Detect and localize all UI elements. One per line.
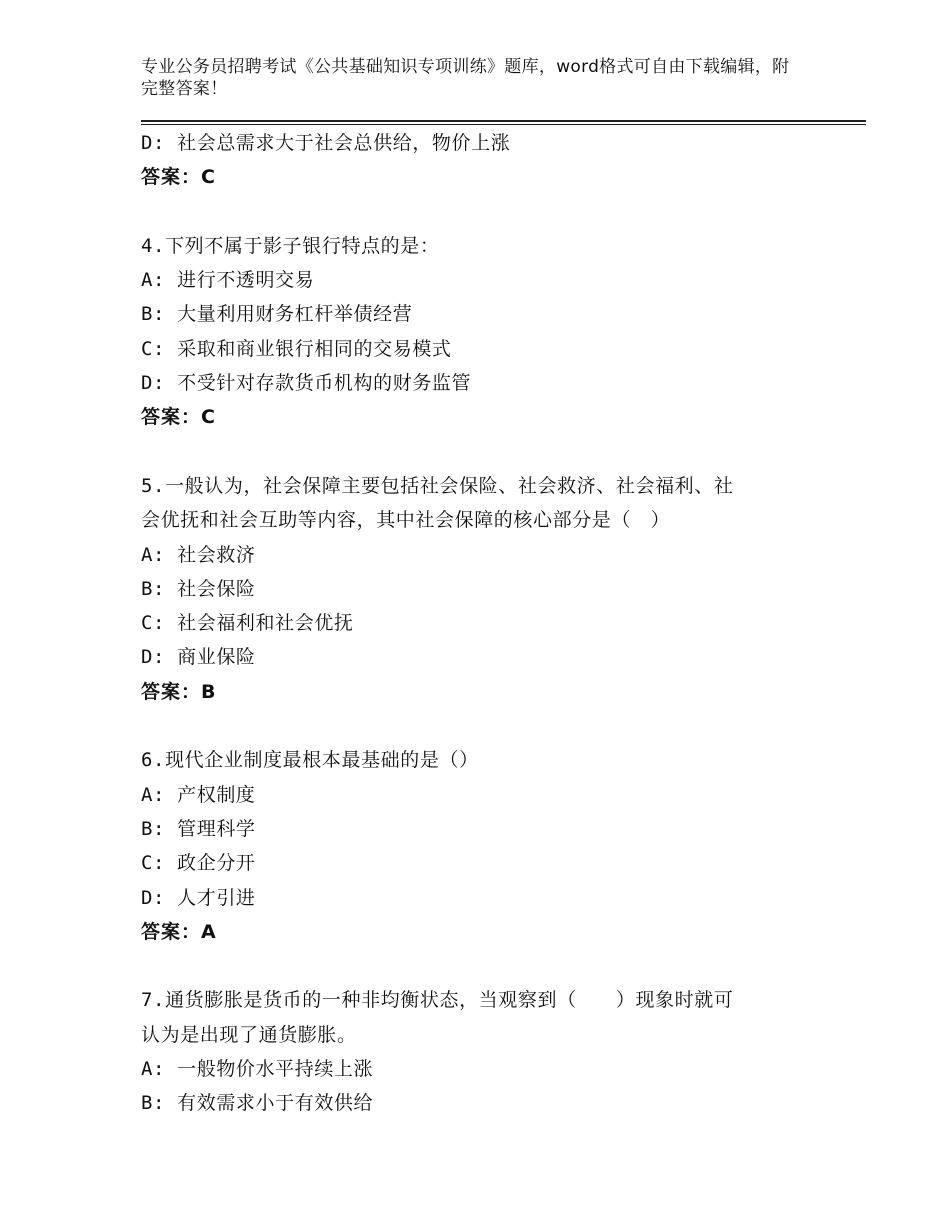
q7-option-b: B: 有效需求小于有效供给 — [141, 1092, 374, 1115]
q3-answer: 答案：C — [141, 166, 216, 189]
q4-option-a: A: 进行不透明交易 — [141, 269, 315, 292]
q5-option-b: B: 社会保险 — [141, 577, 256, 600]
document-header: 专业公务员招聘考试《公共基础知识专项训练》题库，word格式可自由下载编辑，附完整答案！ — [141, 57, 790, 99]
q4-option-b: B: 大量利用财务杠杆举债经营 — [141, 303, 413, 326]
q7-option-a: A: 一般物价水平持续上涨 — [141, 1058, 374, 1081]
q7-question-line-1: 7.通货膨胀是货币的一种非均衡状态，当观察到（ ）现象时就可 — [141, 989, 734, 1012]
q6-option-b: B: 管理科学 — [141, 817, 256, 840]
q5-answer: 答案：B — [141, 680, 217, 703]
spacer — [141, 195, 841, 229]
spacer — [141, 949, 841, 983]
q6-option-a: A: 产权制度 — [141, 783, 256, 806]
q3-option-d: D: 社会总需求大于社会总供给，物价上涨 — [141, 132, 511, 154]
question-3 — [141, 126, 841, 195]
spacer — [141, 709, 841, 743]
q7-question-line-2: 认为是出现了通货膨胀。 — [141, 1023, 357, 1046]
q5-question-line-1: 5.一般认为，社会保障主要包括社会保险、社会救济、社会福利、社 — [141, 474, 734, 497]
q4-question: 4.下列不属于影子银行特点的是： — [141, 234, 440, 257]
question-6 — [141, 743, 841, 949]
q5-option-c: C: 社会福利和社会优抚 — [141, 612, 354, 635]
q6-question: 6.现代企业制度最根本最基础的是（） — [141, 749, 479, 772]
q4-option-d: D: 不受针对存款货币机构的财务监管 — [141, 372, 472, 395]
q6-option-c: C: 政企分开 — [141, 852, 256, 875]
spacer — [141, 435, 841, 469]
question-list — [141, 126, 841, 1121]
question-4 — [141, 229, 841, 435]
question-7 — [141, 983, 841, 1120]
q6-option-d: D: 人才引进 — [141, 886, 256, 909]
header-rule-thick — [141, 120, 866, 122]
q4-option-c: C: 采取和商业银行相同的交易模式 — [141, 337, 452, 360]
q4-answer: 答案：C — [141, 406, 216, 429]
q6-answer: 答案：A — [141, 920, 217, 943]
q5-question-line-2: 会优抚和社会互助等内容，其中社会保障的核心部分是（ ） — [141, 509, 671, 532]
q5-option-a: A: 社会救济 — [141, 543, 256, 566]
question-5 — [141, 469, 841, 709]
q5-option-d: D: 商业保险 — [141, 646, 256, 669]
header-rule-thin — [141, 124, 866, 125]
